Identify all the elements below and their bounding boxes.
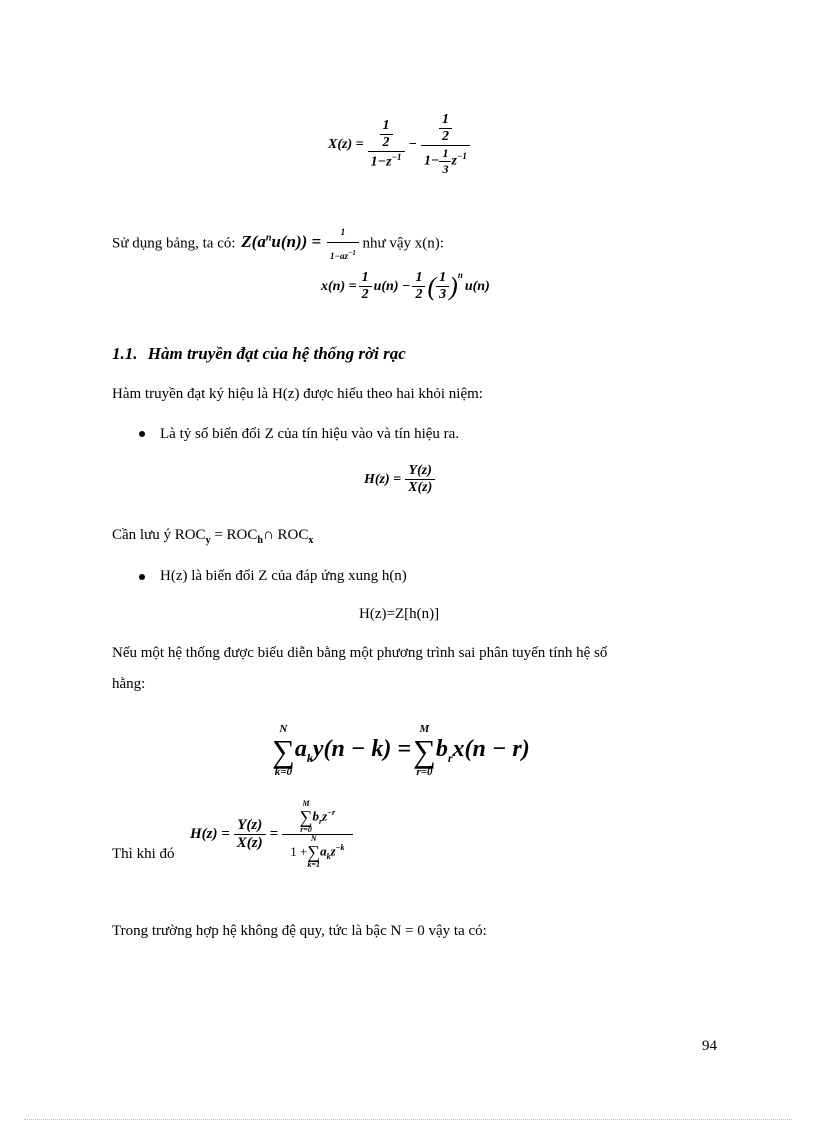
transfer-function: H(z) = $\frac{Y(z)}{X(z)}$ = M ∑ r=0 $b_rz^{-r}$ 1 + N ∑ k=1 $a_kz^{-k}$ xyxy=(190,800,353,869)
inline-fraction: $\frac{1}{1-az^{-1}}$ xyxy=(327,222,359,266)
difference-equation: N ∑ k=0 $a_ky(n - k)$ = M ∑ r=0 $b_rx(n - r)$ xyxy=(272,723,530,778)
nonrecursive-paragraph: Trong trường hợp hệ không đệ quy, tức là bậc N = 0 vậy ta có: xyxy=(112,923,487,939)
roc-note xyxy=(112,525,313,551)
bullet-icon xyxy=(139,574,145,580)
note-prefix: Cần lưu ý xyxy=(112,527,171,543)
bullet-icon xyxy=(139,431,145,437)
bullet-item-2: H(z) là biến đổi Z của đáp ứng xung h(n) xyxy=(160,568,407,584)
equation-xz: X(z) = $\frac{\frac{1}{2}}{1-z^{-1}}$ − $\frac{1}{2}$ 1− $\frac{1}{3}$ $z^{-1}$ xyxy=(328,112,470,177)
hz-equation: H(z)=Z[h(n)] xyxy=(359,606,440,622)
then-prefix: Thì khi đó xyxy=(112,846,175,862)
inline-z-transform: $Z(a^nu(n))$ = xyxy=(241,232,322,252)
section-title: Hàm truyền đạt của hệ thống rời rạc xyxy=(147,344,406,363)
difference-line-1: Nếu một hệ thống được biểu diễn bằng một phương trình sai phân tuyến tính hệ số xyxy=(112,645,608,661)
bullet-item-1: Là tỷ số biến đổi Z của tín hiệu vào và tín hiệu ra. xyxy=(160,426,460,442)
section-heading xyxy=(112,344,406,364)
section-number: 1.1. xyxy=(112,344,138,363)
page-edge xyxy=(24,1119,792,1120)
difference-line-2: hằng: xyxy=(112,676,146,692)
intro-suffix: như vậy x(n): xyxy=(362,235,444,252)
equation-hz-ratio: H(z) = $\frac{Y(z)}{X(z)}$ xyxy=(364,463,435,496)
roc-expression: $ROC_y$ = $ROC_h\cap$ $ROC_x$ xyxy=(174,527,314,546)
equation-xn: x(n) = $\frac{1}{2}$ u(n) − $\frac{1}{2}$ ( $\frac{1}{3}$ ) $^n$ u(n) xyxy=(321,270,490,302)
intro-line xyxy=(112,222,444,266)
page-number: 94 xyxy=(702,1038,717,1054)
definition-paragraph: Hàm truyền đạt ký hiệu là H(z) được hiểu theo hai khỏi niệm: xyxy=(112,386,483,402)
intro-prefix: Sử dụng bảng, ta có: xyxy=(112,235,236,252)
